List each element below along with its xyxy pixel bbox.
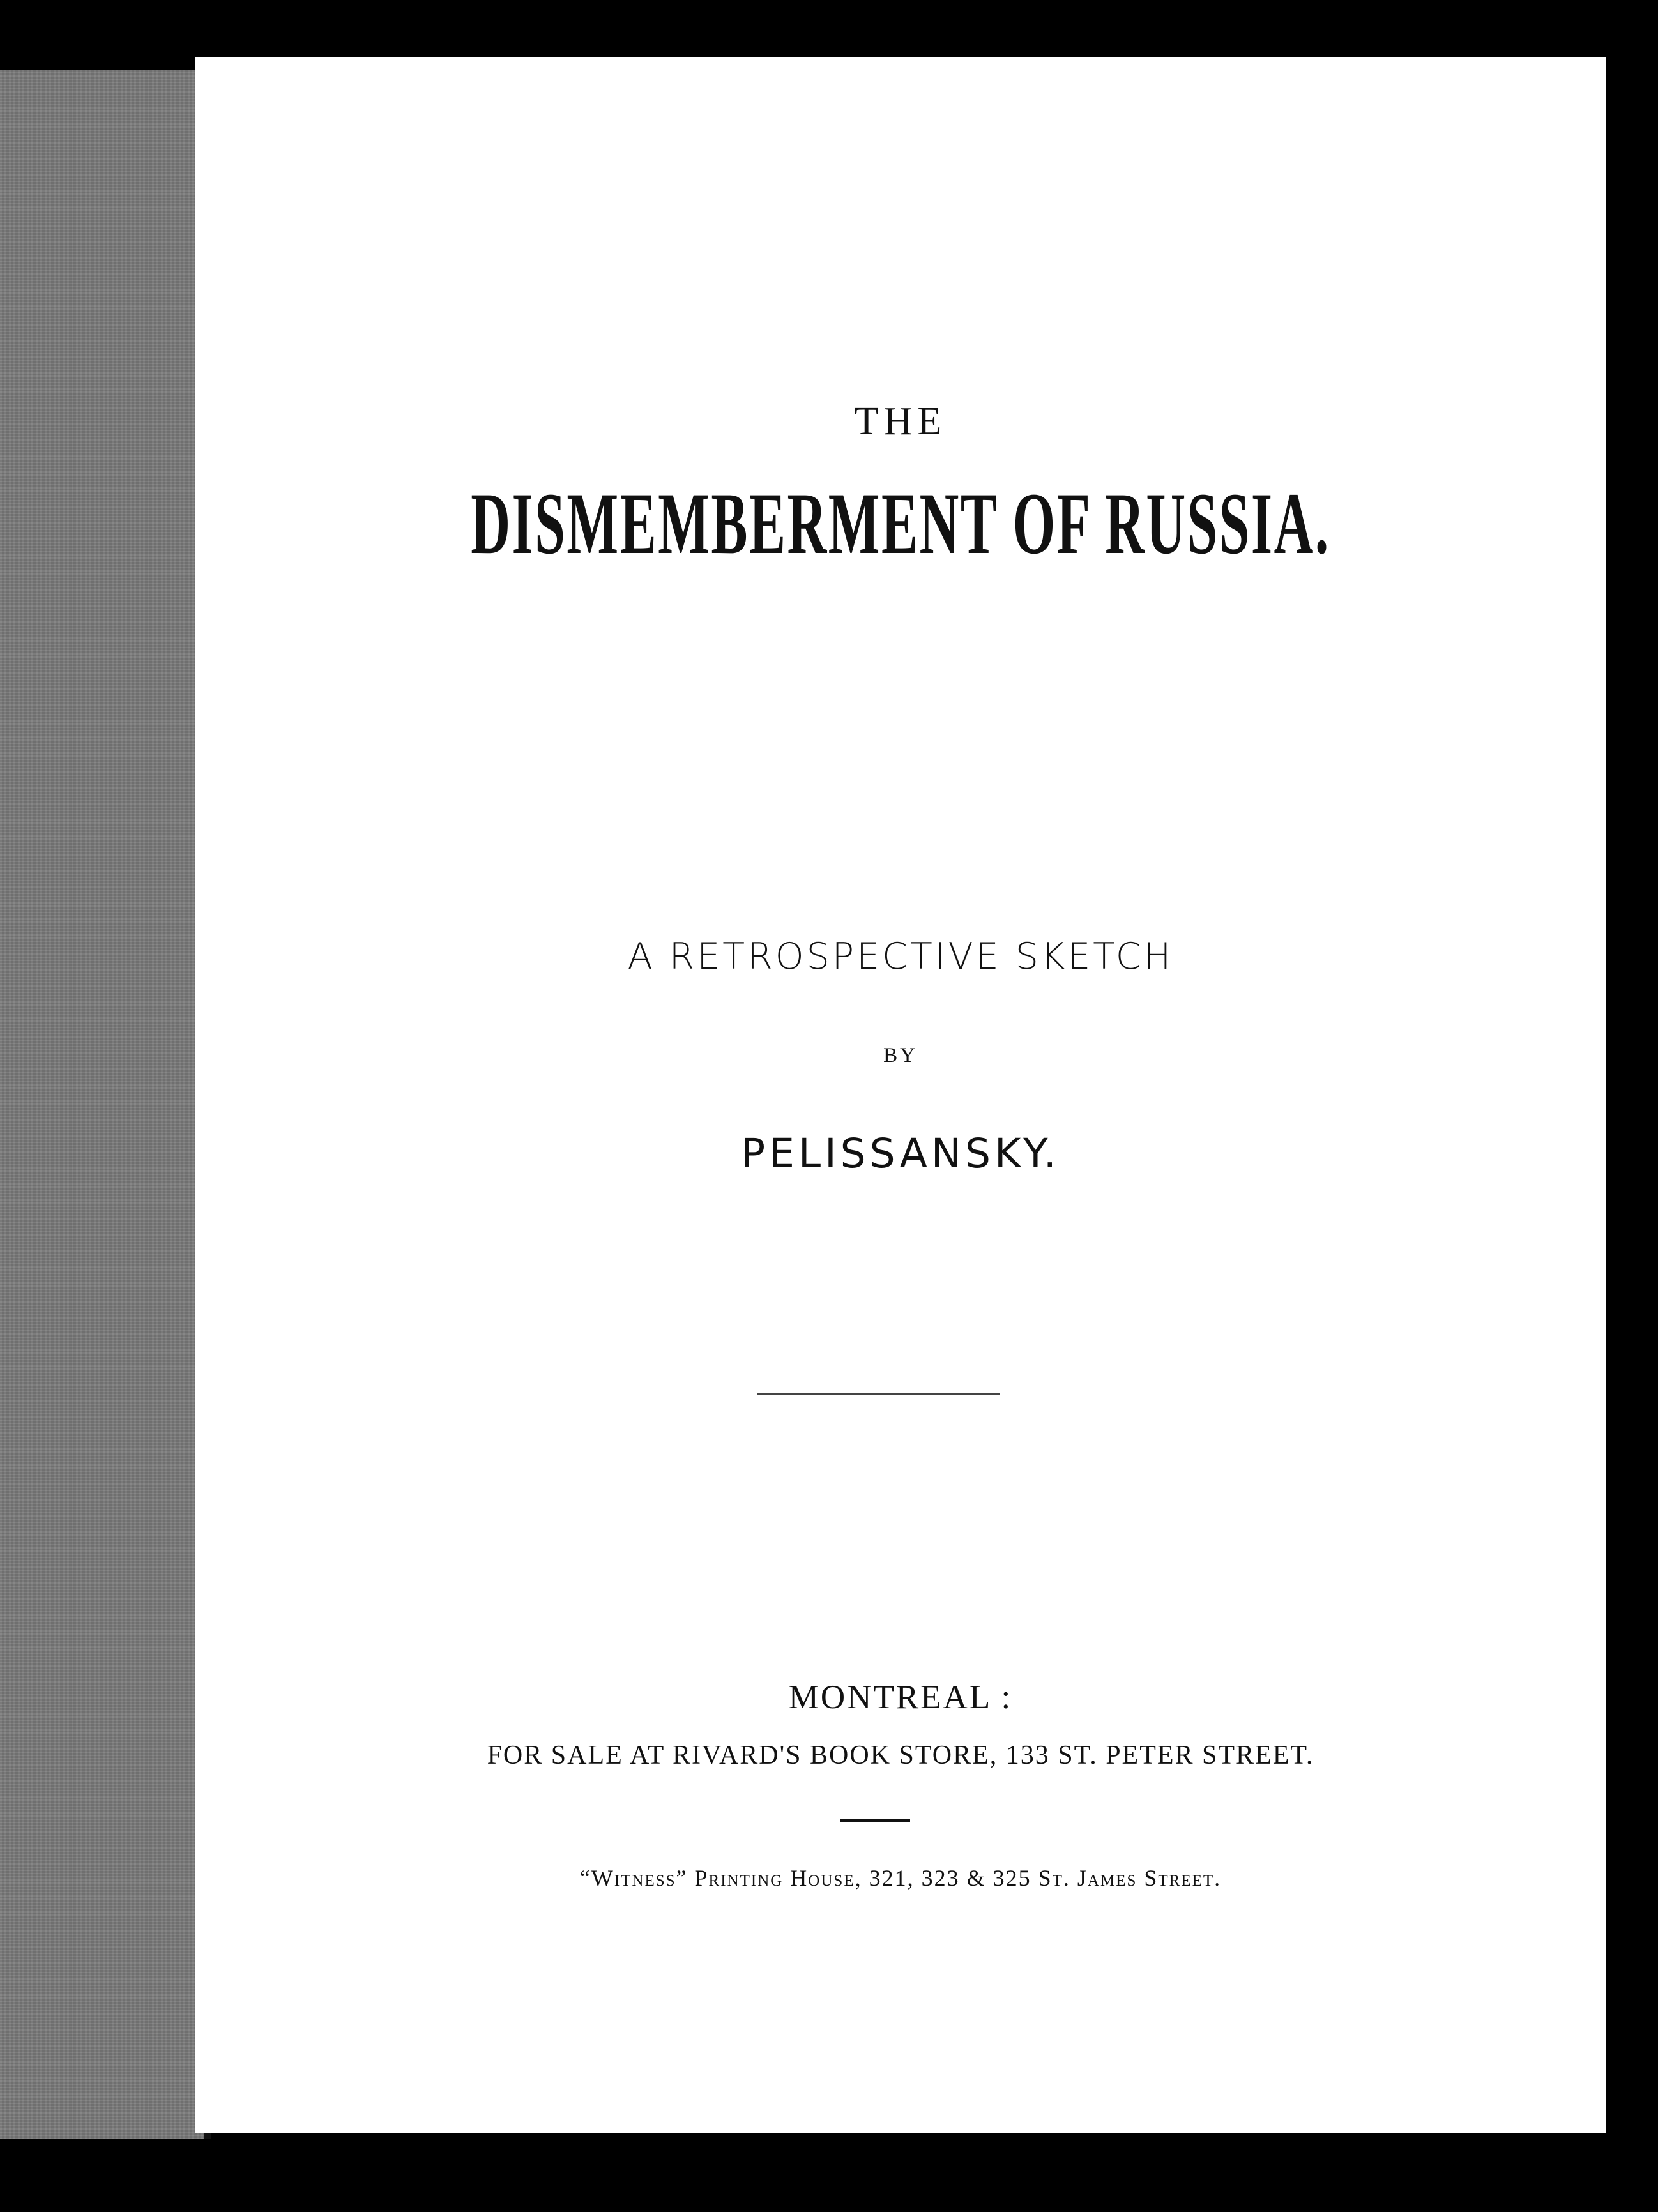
book-cover-edge xyxy=(0,70,211,2139)
title-page xyxy=(195,57,1606,2133)
short-divider-rule xyxy=(840,1819,910,1822)
book-subtitle: A RETROSPECTIVE SKETCH xyxy=(627,936,1174,978)
author-name: PELISSANSKY. xyxy=(741,1130,1060,1177)
printer-imprint: “Witness” Printing House, 321, 323 & 325 St. James Street. xyxy=(579,1865,1222,1891)
title-article: THE xyxy=(854,400,947,443)
sale-notice: FOR SALE AT RIVARD'S BOOK STORE, 133 ST. PETER STREET. xyxy=(487,1741,1314,1770)
book-title: DISMEMBERMENT OF RUSSIA. xyxy=(471,474,1330,572)
byline: BY xyxy=(883,1044,918,1067)
divider-rule xyxy=(757,1393,1000,1395)
publication-place: MONTREAL : xyxy=(788,1679,1013,1716)
